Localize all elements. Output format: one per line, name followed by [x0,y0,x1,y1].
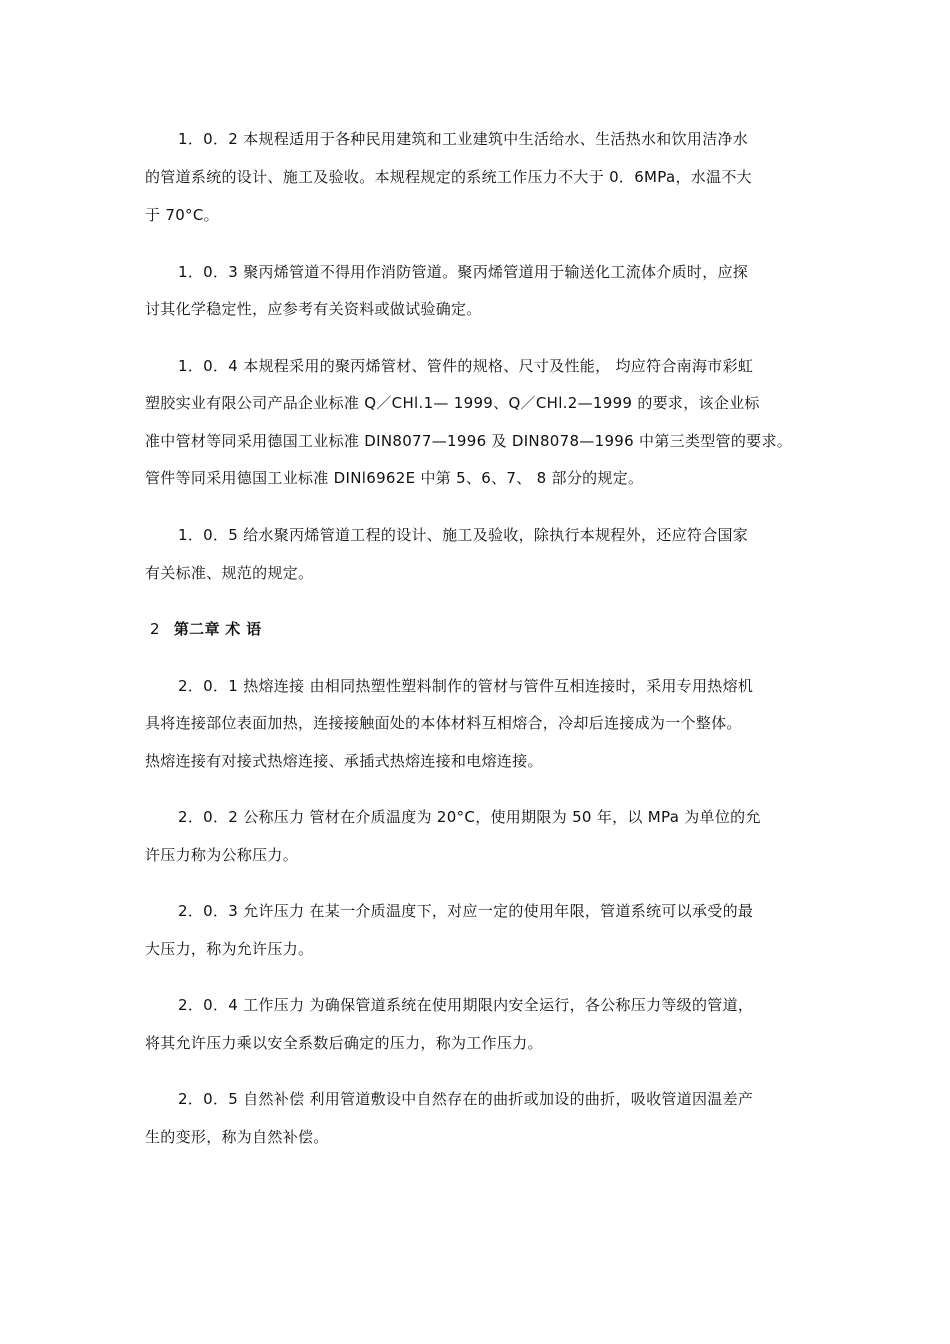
clause-2-0-2-line-2: 许压力称为公称压力。 [145,846,299,864]
chapter-2-heading [150,619,261,639]
chapter-number: 2 [150,620,160,638]
clause-2-0-1-line-3: 热熔连接有对接式热熔连接、承插式热熔连接和电熔连接。 [145,752,543,770]
clause-1-0-4-line-2: 塑胶实业有限公司产品企业标准 Q／CHl.1— 1999、Q／CHl.2—1999 的要求，该企业标 [145,394,760,412]
clause-1-0-2-line-1: 1．0．2 本规程适用于各种民用建筑和工业建筑中生活给水、生活热水和饮用洁净水 [178,130,749,148]
clause-2-0-4-line-1: 2．0．4 工作压力 为确保管道系统在使用期限内安全运行，各公称压力等级的管道， [178,996,754,1014]
clause-1-0-2-line-2: 的管道系统的设计、施工及验收。本规程规定的系统工作压力不大于 0．6MPa，水温不大 [145,168,752,186]
chapter-title: 第二章 术 语 [173,620,262,638]
clause-2-0-1-line-1: 2．0．1 热熔连接 由相同热塑性塑料制作的管材与管件互相连接时，采用专用热熔机 [178,677,754,695]
clause-2-0-3-line-2: 大压力，称为允许压力。 [145,940,314,958]
clause-2-0-4-line-2: 将其允许压力乘以安全系数后确定的压力，称为工作压力。 [145,1034,543,1052]
clause-1-0-4-line-3: 准中管材等同采用德国工业标准 DIN8077—1996 及 DIN8078—1996 中第三类型管的要求。 [145,432,793,450]
clause-2-0-1-line-2: 具将连接部位表面加热，连接接触面处的本体材料互相熔合，冷却后连接成为一个整体。 [145,714,742,732]
clause-2-0-2-line-1: 2．0．2 公称压力 管材在介质温度为 20°C，使用期限为 50 年，以 MPa 为单位的允 [178,808,761,826]
clause-1-0-5-line-1: 1．0．5 给水聚丙烯管道工程的设计、施工及验收，除执行本规程外，还应符合国家 [178,526,749,544]
clause-1-0-3-line-2: 讨其化学稳定性，应参考有关资料或做试验确定。 [145,300,482,318]
clause-1-0-2-line-3: 于 70°C。 [145,206,219,224]
clause-1-0-5-line-2: 有关标准、规范的规定。 [145,564,314,582]
clause-1-0-4-line-4: 管件等同采用德国工业标准 DINl6962E 中第 5、6、7、 8 部分的规定。 [145,469,644,487]
clause-1-0-4-line-1: 1．0．4 本规程采用的聚丙烯管材、管件的规格、尺寸及性能， 均应符合南海市彩虹 [178,357,754,375]
clause-2-0-5-line-1: 2．0．5 自然补偿 利用管道敷设中自然存在的曲折或加设的曲折，吸收管道因温差产 [178,1090,754,1108]
clause-2-0-3-line-1: 2．0．3 允许压力 在某一介质温度下，对应一定的使用年限，管道系统可以承受的最 [178,902,754,920]
clause-1-0-3-line-1: 1．0．3 聚丙烯管道不得用作消防管道。聚丙烯管道用于输送化工流体介质时，应探 [178,263,749,281]
clause-2-0-5-line-2: 生的变形，称为自然补偿。 [145,1128,329,1146]
